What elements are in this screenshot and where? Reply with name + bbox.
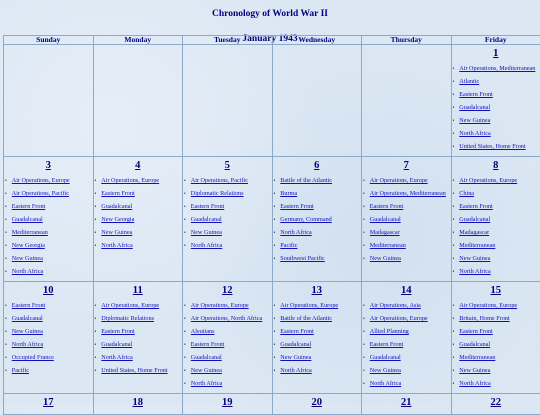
event-list-item <box>274 229 362 237</box>
week-row <box>4 282 540 394</box>
event-list-item <box>274 242 362 250</box>
day-cell <box>4 157 94 282</box>
event-list-item <box>5 268 93 276</box>
event-list-item <box>453 65 540 73</box>
event-link[interactable]: Air Operations, North Africa <box>191 315 262 322</box>
event-link[interactable]: North Africa <box>191 242 222 249</box>
event-list-item <box>274 354 362 362</box>
event-list-item <box>274 302 362 310</box>
event-list-item <box>95 229 183 237</box>
event-link[interactable]: Guadalcanal <box>459 341 490 348</box>
weekday-friday: Friday <box>451 36 540 45</box>
event-list-item <box>5 255 93 263</box>
event-link[interactable]: Eastern Front <box>191 203 225 210</box>
day-number-link[interactable]: 4 <box>94 160 183 171</box>
event-link[interactable]: New Guinea <box>370 367 401 374</box>
event-list-item <box>5 341 93 349</box>
event-link[interactable]: North Africa <box>12 341 43 348</box>
event-link[interactable]: Air Operations, Europe <box>459 302 517 309</box>
event-link[interactable]: Air Operations, Pacific <box>191 177 248 184</box>
event-link[interactable]: Eastern Front <box>459 91 493 98</box>
event-link[interactable]: New Guinea <box>191 367 222 374</box>
event-list <box>452 65 540 151</box>
event-link[interactable]: Aleutians <box>191 328 215 335</box>
event-link[interactable]: New Guinea <box>101 229 132 236</box>
month-title: January 1943 <box>0 20 540 45</box>
event-link[interactable]: Eastern Front <box>12 302 46 309</box>
event-link[interactable]: Guadalcanal <box>101 341 132 348</box>
weekday-header-row <box>4 36 540 45</box>
weekday-monday: Monday <box>93 36 183 45</box>
event-link[interactable]: Burma <box>280 190 297 197</box>
event-link[interactable]: Mediterranean <box>370 242 406 249</box>
event-list-item <box>184 229 272 237</box>
day-cell <box>451 157 540 282</box>
event-link[interactable]: North Africa <box>191 380 222 387</box>
event-link[interactable]: North Africa <box>12 268 43 275</box>
event-list-item <box>363 190 451 198</box>
event-list-item <box>184 380 272 388</box>
event-list-item <box>184 354 272 362</box>
event-list-item <box>184 341 272 349</box>
event-list-item <box>363 328 451 336</box>
event-list-item <box>363 341 451 349</box>
event-link[interactable]: North Africa <box>370 380 401 387</box>
day-number-link[interactable]: 17 <box>4 397 93 408</box>
event-link[interactable]: Guadalcanal <box>12 216 43 223</box>
event-list <box>94 177 183 250</box>
event-list <box>183 177 272 250</box>
event-list-item <box>363 177 451 185</box>
event-list <box>362 302 451 388</box>
event-list <box>452 177 540 276</box>
day-number-link[interactable]: 22 <box>452 397 540 408</box>
calendar-table <box>3 35 540 415</box>
event-list-item <box>453 380 540 388</box>
event-list-item <box>363 367 451 375</box>
event-list-item <box>453 242 540 250</box>
event-link[interactable]: Guadalcanal <box>370 354 401 361</box>
day-number-link[interactable]: 7 <box>362 160 451 171</box>
event-list-item <box>363 255 451 263</box>
event-list-item <box>95 242 183 250</box>
day-cell <box>183 45 273 157</box>
event-list <box>273 177 362 263</box>
event-link[interactable]: Eastern Front <box>101 190 135 197</box>
event-list-item <box>363 380 451 388</box>
event-link[interactable]: Eastern Front <box>280 328 314 335</box>
event-list-item <box>453 255 540 263</box>
day-number-link[interactable]: 10 <box>4 285 93 296</box>
event-list <box>273 302 362 375</box>
week-row <box>4 394 540 415</box>
day-number-link[interactable]: 11 <box>94 285 183 296</box>
week-row <box>4 157 540 282</box>
event-list-item <box>453 104 540 112</box>
day-number-link[interactable]: 20 <box>273 397 362 408</box>
event-list-item <box>5 177 93 185</box>
event-link[interactable]: New Guinea <box>370 255 401 262</box>
day-cell <box>362 45 452 157</box>
day-cell <box>4 45 94 157</box>
event-link[interactable]: Pacific <box>280 242 297 249</box>
event-list-item <box>453 91 540 99</box>
day-number-link[interactable]: 5 <box>183 160 272 171</box>
event-link[interactable]: Mediterranean <box>459 354 495 361</box>
event-list-item <box>274 328 362 336</box>
day-number-link[interactable]: 19 <box>183 397 272 408</box>
event-link[interactable]: Guadalcanal <box>280 341 311 348</box>
day-cell <box>93 157 183 282</box>
event-link[interactable]: Battle of the Atlantic <box>280 177 332 184</box>
event-list-item <box>453 268 540 276</box>
event-list-item <box>5 203 93 211</box>
event-link[interactable]: Eastern Front <box>370 203 404 210</box>
event-link[interactable]: Air Operations, Europe <box>12 177 70 184</box>
event-link[interactable]: Eastern Front <box>459 328 493 335</box>
event-list-item <box>274 255 362 263</box>
event-list-item <box>363 216 451 224</box>
event-list-item <box>274 177 362 185</box>
event-list-item <box>453 78 540 86</box>
event-list-item <box>95 341 183 349</box>
event-list-item <box>5 229 93 237</box>
event-link[interactable]: United States, Home Front <box>459 143 525 150</box>
event-list <box>183 302 272 388</box>
event-link[interactable]: Air Operations, Europe <box>191 302 249 309</box>
day-cell <box>4 282 94 394</box>
event-list-item <box>184 203 272 211</box>
day-cell <box>183 157 273 282</box>
day-cell <box>93 394 183 415</box>
event-link[interactable]: New Guinea <box>280 354 311 361</box>
week-row <box>4 45 540 157</box>
event-link[interactable]: Guadalcanal <box>459 104 490 111</box>
day-cell <box>272 157 362 282</box>
event-list-item <box>453 190 540 198</box>
day-cell <box>451 394 540 415</box>
event-link[interactable]: Air Operations, Mediterranean <box>459 65 535 72</box>
event-list-item <box>95 354 183 362</box>
event-list-item <box>184 216 272 224</box>
event-list-item <box>95 203 183 211</box>
event-list-item <box>453 130 540 138</box>
event-list-item <box>5 315 93 323</box>
event-list-item <box>453 203 540 211</box>
event-link[interactable]: Air Operations, Europe <box>370 177 428 184</box>
day-number-link[interactable]: 21 <box>362 397 451 408</box>
day-cell <box>362 282 452 394</box>
event-link[interactable]: Air Operations, Europe <box>459 177 517 184</box>
event-list-item <box>363 242 451 250</box>
event-list-item <box>363 315 451 323</box>
event-list-item <box>363 354 451 362</box>
event-link[interactable]: North Africa <box>459 380 490 387</box>
event-list-item <box>274 341 362 349</box>
event-link[interactable]: Eastern Front <box>101 328 135 335</box>
weekday-tuesday: Tuesday <box>183 36 273 45</box>
event-list <box>362 177 451 263</box>
event-link[interactable]: Guadalcanal <box>191 354 222 361</box>
day-number-link[interactable]: 8 <box>452 160 540 171</box>
event-link[interactable]: Madagascar <box>370 229 400 236</box>
event-link[interactable]: Eastern Front <box>459 203 493 210</box>
event-link[interactable]: Eastern Front <box>280 203 314 210</box>
event-link[interactable]: North Africa <box>101 242 132 249</box>
event-link[interactable]: Eastern Front <box>12 203 46 210</box>
event-link[interactable]: Madagascar <box>459 229 489 236</box>
event-link[interactable]: Guadalcanal <box>191 216 222 223</box>
event-link[interactable]: China <box>459 190 474 197</box>
event-list-item <box>453 143 540 151</box>
event-list-item <box>5 328 93 336</box>
event-link[interactable]: New Guinea <box>459 367 490 374</box>
event-list-item <box>453 229 540 237</box>
day-number-link[interactable]: 12 <box>183 285 272 296</box>
event-list-item <box>95 177 183 185</box>
day-cell <box>451 45 540 157</box>
event-list-item <box>453 354 540 362</box>
event-link[interactable]: Germany, Command <box>280 216 332 223</box>
event-link[interactable]: Allied Planning <box>370 328 409 335</box>
event-list-item <box>5 216 93 224</box>
event-link[interactable]: Air Operations, Asia <box>370 302 421 309</box>
day-number-link[interactable]: 3 <box>4 160 93 171</box>
event-list-item <box>5 302 93 310</box>
event-list-item <box>5 367 93 375</box>
event-list-item <box>95 328 183 336</box>
event-link[interactable]: Guadalcanal <box>459 216 490 223</box>
event-link[interactable]: Air Operations, Europe <box>101 177 159 184</box>
event-link[interactable]: Diplomatic Relations <box>191 190 244 197</box>
event-link[interactable]: New Guinea <box>12 328 43 335</box>
day-cell <box>451 282 540 394</box>
event-list <box>452 302 540 388</box>
event-link[interactable]: Eastern Front <box>370 341 404 348</box>
event-list-item <box>95 367 183 375</box>
event-list-item <box>274 216 362 224</box>
day-cell <box>93 45 183 157</box>
event-link[interactable]: New Georgia <box>101 216 134 223</box>
event-link[interactable]: North Africa <box>459 130 490 137</box>
day-cell <box>362 394 452 415</box>
event-link[interactable]: Air Operations, Europe <box>280 302 338 309</box>
event-list-item <box>184 302 272 310</box>
event-link[interactable]: Air Operations, Mediterranean <box>370 190 446 197</box>
event-list-item <box>5 242 93 250</box>
event-list-item <box>453 177 540 185</box>
event-list <box>4 177 93 276</box>
event-link[interactable]: New Guinea <box>459 255 490 262</box>
event-list-item <box>95 190 183 198</box>
event-link[interactable]: North Africa <box>280 229 311 236</box>
event-list-item <box>363 302 451 310</box>
day-number-link[interactable]: 13 <box>273 285 362 296</box>
event-list-item <box>184 328 272 336</box>
weekday-thursday: Thursday <box>362 36 452 45</box>
event-link[interactable]: North Africa <box>459 268 490 275</box>
event-list-item <box>95 315 183 323</box>
day-cell <box>4 394 94 415</box>
event-list-item <box>274 367 362 375</box>
event-link[interactable]: Mediterranean <box>459 242 495 249</box>
event-link[interactable]: Guadalcanal <box>12 315 43 322</box>
event-list-item <box>184 177 272 185</box>
event-list-item <box>184 190 272 198</box>
event-link[interactable]: Battle of the Atlantic <box>280 315 332 322</box>
weekday-wednesday: Wednesday <box>272 36 362 45</box>
event-link[interactable]: United States, Home Front <box>101 367 167 374</box>
event-list-item <box>274 203 362 211</box>
event-link[interactable]: Eastern Front <box>191 341 225 348</box>
weekday-sunday: Sunday <box>4 36 94 45</box>
event-link[interactable]: North Africa <box>101 354 132 361</box>
event-link[interactable]: Mediterranean <box>12 229 48 236</box>
day-number-link[interactable]: 15 <box>452 285 540 296</box>
event-list-item <box>363 203 451 211</box>
event-link[interactable]: Air Operations, Europe <box>370 315 428 322</box>
event-list-item <box>95 302 183 310</box>
event-list-item <box>274 315 362 323</box>
event-list <box>4 302 93 375</box>
event-link[interactable]: New Guinea <box>191 229 222 236</box>
event-list-item <box>363 229 451 237</box>
event-link[interactable]: Atlantic <box>459 78 479 85</box>
event-link[interactable]: Guadalcanal <box>370 216 401 223</box>
day-cell <box>93 282 183 394</box>
event-list-item <box>453 367 540 375</box>
event-list-item <box>5 354 93 362</box>
day-number-link[interactable]: 18 <box>94 397 183 408</box>
event-list-item <box>453 341 540 349</box>
day-cell <box>272 282 362 394</box>
event-link[interactable]: Diplomatic Relations <box>101 315 154 322</box>
day-number-link[interactable]: 14 <box>362 285 451 296</box>
event-link[interactable]: New Georgia <box>12 242 45 249</box>
event-link[interactable]: Southwest Pacific <box>280 255 325 262</box>
event-list-item <box>184 367 272 375</box>
event-link[interactable]: Guadalcanal <box>101 203 132 210</box>
event-list-item <box>453 117 540 125</box>
event-list-item <box>453 328 540 336</box>
event-link[interactable]: Occupied France <box>12 354 54 361</box>
day-cell <box>272 394 362 415</box>
event-list-item <box>453 302 540 310</box>
day-cell <box>362 157 452 282</box>
day-number-link[interactable]: 6 <box>273 160 362 171</box>
event-link[interactable]: Air Operations, Europe <box>101 302 159 309</box>
event-link[interactable]: Pacific <box>12 367 29 374</box>
event-link[interactable]: Air Operations, Pacific <box>12 190 69 197</box>
event-link[interactable]: North Africa <box>280 367 311 374</box>
event-list-item <box>95 216 183 224</box>
day-cell <box>183 282 273 394</box>
event-list <box>94 302 183 375</box>
day-number-link[interactable]: 1 <box>452 48 540 59</box>
event-link[interactable]: New Guinea <box>12 255 43 262</box>
event-list-item <box>453 315 540 323</box>
event-list-item <box>184 242 272 250</box>
event-list-item <box>5 190 93 198</box>
day-cell <box>272 45 362 157</box>
event-link[interactable]: New Guinea <box>459 117 490 124</box>
page-title: Chronology of World War II <box>0 0 540 20</box>
event-list-item <box>184 315 272 323</box>
event-list-item <box>453 216 540 224</box>
event-link[interactable]: Britain, Home Front <box>459 315 509 322</box>
event-list-item <box>274 190 362 198</box>
day-cell <box>183 394 273 415</box>
